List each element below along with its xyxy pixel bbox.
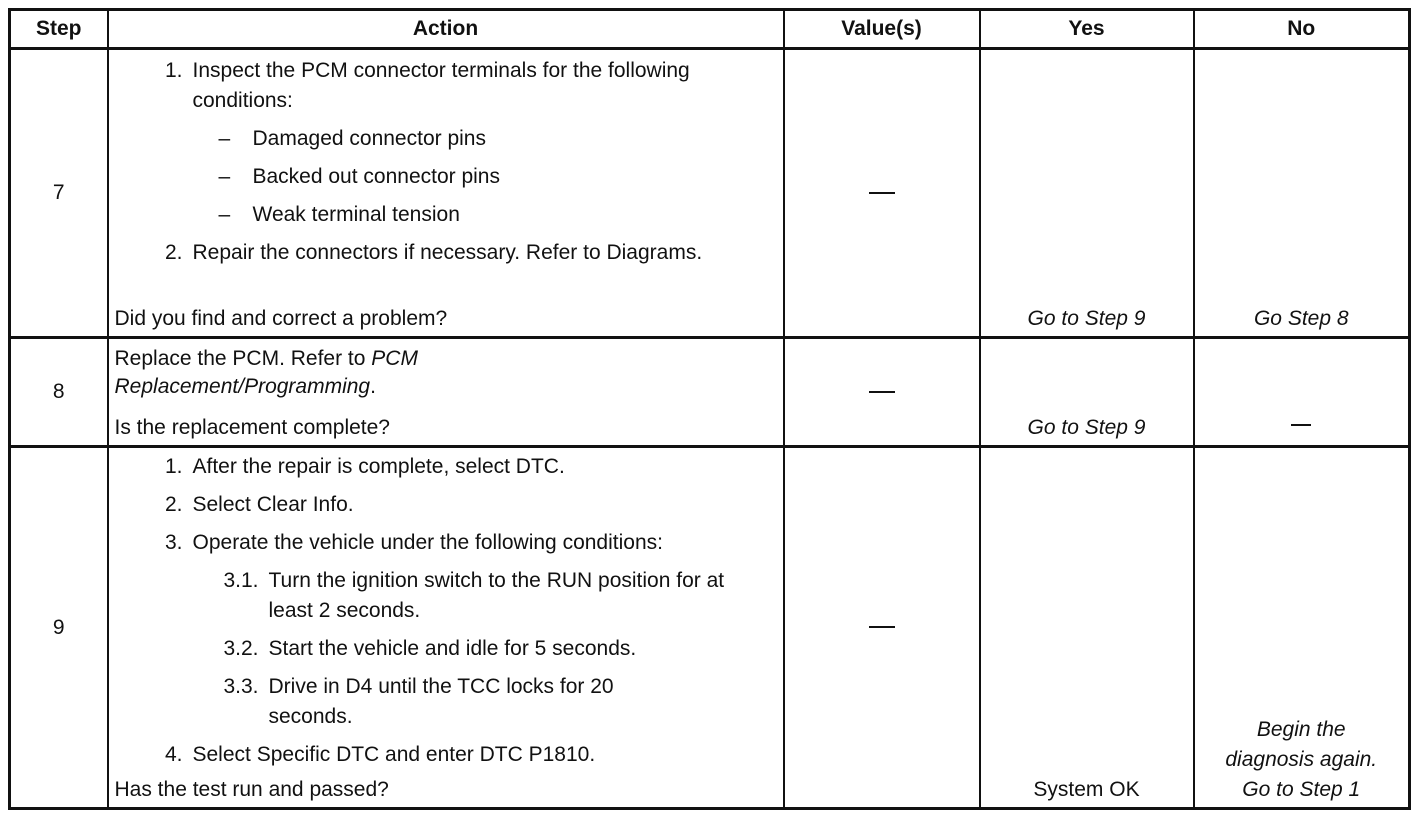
item-text: Inspect the PCM connector terminals for the following conditions:	[192, 59, 690, 112]
table-row-step-7	[10, 49, 1410, 338]
header-values: Value(s)	[784, 10, 980, 49]
yes-cell	[980, 447, 1194, 809]
item-number: 2.	[164, 241, 183, 264]
list-item	[115, 56, 777, 116]
list-item: 3. Operate the vehicle under the following conditions:	[164, 531, 663, 554]
header-yes: Yes	[980, 10, 1194, 49]
step-number: 8	[10, 338, 108, 447]
sub-item-text: Damaged connector pins	[252, 127, 486, 150]
yes-cell	[980, 49, 1194, 338]
yes-cell	[980, 338, 1194, 447]
action-instruction: Replace the PCM. Refer to PCM Replacement/Programming.	[114, 347, 418, 398]
no-outcome: Go Step 8	[1253, 307, 1349, 330]
header-no: No	[1194, 10, 1410, 49]
sub-item-text: Backed out connector pins	[252, 165, 500, 188]
action-cell	[108, 338, 784, 447]
sub-item: – Damaged connector pins	[155, 124, 777, 154]
sub-item: – Backed out connector pins	[155, 162, 777, 192]
item-text: Repair the connectors if necessary. Refer to Diagrams.	[192, 241, 703, 264]
question-text: Is the replacement complete?	[114, 416, 390, 439]
header-step: Step	[10, 10, 108, 49]
sub-item-text: Weak terminal tension	[252, 203, 460, 226]
list-item: 3.2. Start the vehicle and idle for 5 seconds.	[223, 637, 637, 660]
item-number: 1.	[164, 59, 183, 82]
step-number: 9	[10, 447, 108, 809]
value-dash	[869, 192, 895, 194]
no-cell	[1194, 49, 1410, 338]
list-item	[115, 238, 777, 268]
value-cell	[784, 338, 980, 447]
question-text: Has the test run and passed?	[114, 778, 389, 801]
table-row-step-9	[10, 447, 1410, 809]
no-cell	[1194, 338, 1410, 447]
no-cell	[1194, 447, 1410, 809]
no-outcome: Begin the diagnosis again. Go to Step 1	[1225, 718, 1378, 801]
sub-item: – Weak terminal tension	[155, 200, 777, 230]
list-item: 3.3. Drive in D4 until the TCC locks for 20 seconds.	[223, 675, 614, 728]
list-item: 2. Select Clear Info.	[164, 493, 354, 516]
value-cell	[784, 49, 980, 338]
reference-link: PCM Replacement/Programming	[114, 347, 418, 398]
value-dash	[869, 626, 895, 628]
yes-outcome: Go to Step 9	[1027, 416, 1146, 439]
diagnostic-table	[8, 8, 1411, 810]
list-item: 1. After the repair is complete, select DTC.	[164, 455, 565, 478]
yes-outcome: System OK	[1033, 778, 1140, 801]
header-row	[10, 10, 1410, 49]
header-action: Action	[108, 10, 784, 49]
list-item: 4. Select Specific DTC and enter DTC P1810.	[164, 743, 596, 766]
no-outcome-dash	[1291, 424, 1311, 426]
list-item: 3.1. Turn the ignition switch to the RUN position for at least 2 seconds.	[223, 569, 725, 622]
value-cell	[784, 447, 980, 809]
action-cell	[108, 447, 784, 809]
yes-outcome: Go to Step 9	[1027, 307, 1146, 330]
step-number: 7	[10, 49, 108, 338]
value-dash	[869, 391, 895, 393]
table-row-step-8	[10, 338, 1410, 447]
question-text: Did you find and correct a problem?	[114, 307, 448, 330]
action-cell	[108, 49, 784, 338]
